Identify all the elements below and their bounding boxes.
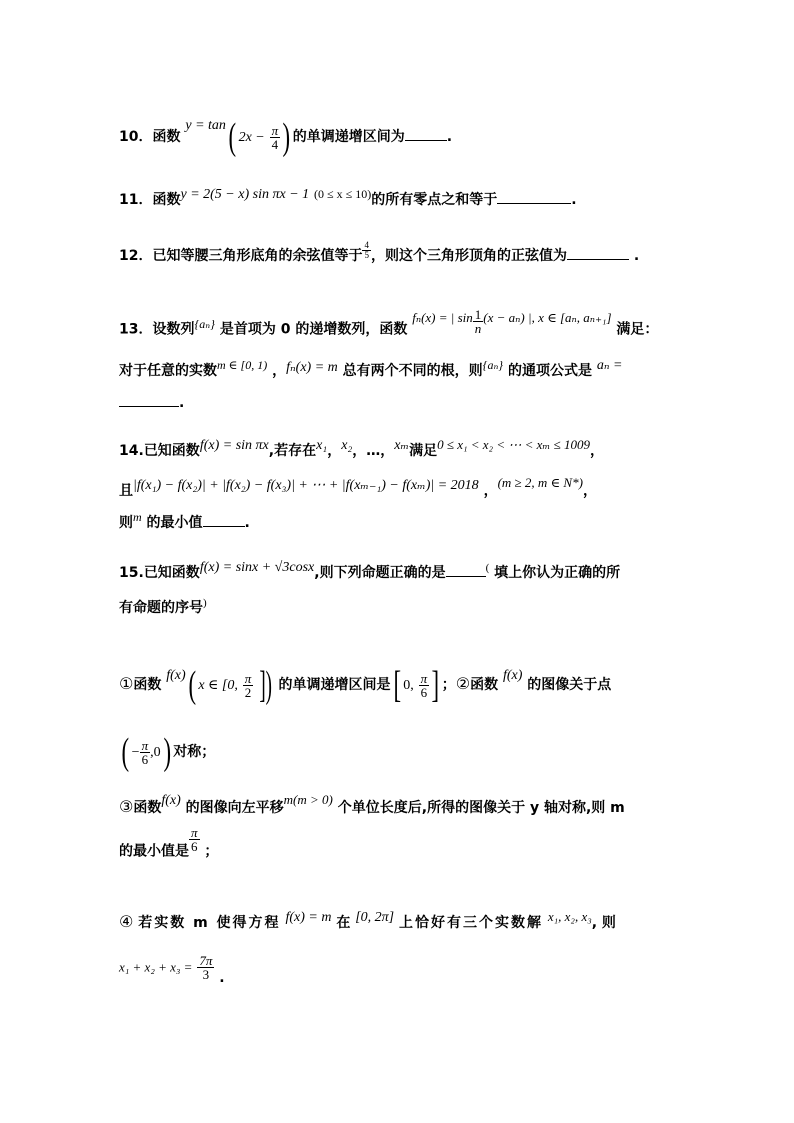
formula: fₙ(x) = m [286, 360, 338, 375]
formula: aₙ = [596, 358, 623, 373]
option-4: ④ 若实数 m 使得方程 f(x) = m 在 [0, 2π] 上恰好有三个实数解 x₁, x₂, x₃, 则 [119, 909, 616, 931]
option-4-line-2: x₁ + x₂ + x₃ = $\frac{7\pi}{3}$ . [119, 953, 225, 986]
question-12: 12．已知等腰三角形底角的余弦值等于 $\frac{4}{5}$ ，则这个三角形顶角的正弦值为 . [119, 239, 640, 264]
formula: 0 ≤ x₁ < x₂ < ⋯ < xₘ ≤ 1009 [437, 437, 591, 452]
option-1: ①函数 f(x)( x ∈ [0, $\frac{\pi}{2}$ ]) 的单调递增区间是[ 0, $\frac{\pi}{6}$ ] ；②函数 f(x) 的图像关于点 [119, 664, 612, 706]
question-text: 的所有零点之和等于 [371, 192, 498, 208]
formula: f(x) = sin πx [199, 438, 269, 453]
formula: f(x) [502, 668, 523, 683]
question-text: 函数 [152, 129, 181, 145]
formula: 2x − [238, 130, 265, 145]
option-text: 在 [336, 915, 351, 931]
sequence-symbol: {aₙ} [482, 358, 504, 372]
question-15-line-2: 有命题的序号) [119, 597, 207, 616]
question-number: 12． [119, 248, 153, 264]
question-text: 已知函数 [143, 565, 200, 581]
option-text: 函数 [470, 677, 499, 693]
question-text: 填上你认为正确的所 [494, 565, 621, 581]
question-text: ,若存在 [268, 443, 317, 459]
question-text: 已知函数 [143, 443, 200, 459]
answer-blank[interactable] [567, 245, 629, 260]
question-number: 14. [119, 443, 144, 459]
option-marker: ② [455, 674, 471, 693]
question-text: 函数 [152, 192, 181, 208]
question-text: 的最小值 [146, 515, 203, 531]
answer-blank[interactable] [497, 189, 571, 204]
question-number: 11． [119, 192, 153, 208]
option-text: 函数 [133, 677, 162, 693]
fraction: $\frac{\pi}{2}$ [244, 670, 252, 700]
question-text: 的通项公式是 [507, 363, 592, 379]
question-number: 10． [119, 129, 153, 145]
question-text: 满足： [616, 321, 659, 338]
question-15: 15.已知函数f(x) = sinx + √3cosx,则下列命题正确的是 ( 填上你认为正确的所 [119, 560, 621, 581]
fraction: $\frac{\pi}{6}$ [191, 825, 198, 854]
option-text: 上恰好有三个实数解 [398, 915, 543, 931]
fraction: $\frac{4}{5}$ [364, 239, 369, 260]
answer-blank[interactable] [119, 392, 179, 407]
option-marker: ① [119, 674, 134, 693]
formula: (x − aₙ) |, x ∈ [aₙ, aₙ₊₁] [483, 309, 612, 325]
fraction: $\frac{\pi}{6}$ [141, 737, 149, 767]
option-2-line-2: ( − $\frac{\pi}{6}$ ,0) 对称； [121, 731, 216, 773]
condition: (m ≥ 2, m ∈ N*) [497, 475, 583, 490]
formula: m(m > 0) [283, 792, 333, 807]
formula: x₁, x₂, x₃ [547, 909, 592, 924]
question-14-line-2: 且|f(x₁) − f(x₂)| + |f(x₂) − f(x₃)| + ⋯ + |f(xₘ₋₁) − f(xₘ)| = 2018 ，(m ≥ 2, m ∈ N*)， [119, 475, 597, 499]
answer-blank[interactable] [446, 562, 486, 577]
option-text: 函数 [133, 800, 162, 816]
formula: y = tan [185, 118, 226, 133]
question-13-line-3: . [119, 392, 184, 411]
sequence-symbol: {aₙ} [194, 316, 215, 331]
option-text: 的图像关于点 [527, 677, 612, 693]
formula: f(x) = sinx + √3cosx [199, 560, 315, 575]
question-number: 15. [119, 565, 144, 581]
formula: fₙ(x) = | sin [412, 309, 473, 325]
question-13-line-2: 对于任意的实数m ∈ [0, 1) ，fₙ(x) = m 总有两个不同的根，则{aₙ} 的通项公式是 aₙ = [119, 358, 623, 379]
option-3 [119, 792, 625, 817]
option-text: 的最小值是 [119, 843, 189, 860]
question-text: 是首项为 0 的递增数列，函数 [219, 321, 408, 338]
question-text: 有命题的序号 [119, 600, 203, 616]
question-11: 11．函数y = 2(5 − x) sin πx − 1 (0 ≤ x ≤ 10)的所有零点之和等于 . [119, 187, 577, 208]
question-text: 设数列 [152, 321, 195, 338]
option-text: 的图像向左平移 [185, 800, 284, 816]
formula: x₁ + x₂ + x₃ = [119, 959, 193, 975]
option-marker: ③ [119, 797, 134, 816]
question-text: 满足 [409, 443, 438, 459]
question-14: 14.已知函数f(x) = sin πx,若存在x₁，x₂，…，xₘ满足0 ≤ x₁ < x₂ < ⋯ < xₘ ≤ 1009， [119, 437, 605, 459]
option-marker: ④ [119, 912, 134, 931]
formula: m ∈ [0, 1) [217, 358, 268, 372]
fraction: $\frac{\pi}{4}$ [271, 122, 279, 152]
question-text: 已知等腰三角形底角的余弦值等于 [152, 248, 363, 264]
formula: f(x) [161, 793, 181, 808]
fraction: $\frac{\pi}{6}$ [420, 670, 428, 700]
question-text: 则 [119, 515, 133, 531]
formula: f(x) = m [285, 910, 332, 925]
formula: [0, 2π] [355, 910, 395, 925]
option-3-line-2: 的最小值是 $\frac{\pi}{6}$ ； [119, 825, 219, 860]
option-text: 若实数 m 使得方程 [138, 915, 281, 931]
formula: y = 2(5 − x) sin πx − 1 [180, 187, 310, 202]
question-13 [119, 307, 659, 343]
question-text: 总有两个不同的根，则 [342, 363, 483, 379]
answer-blank[interactable] [405, 126, 447, 141]
question-10: 10．函数 y = tan( 2x − $\frac{\pi}{4}$ ) 的单调递增区间为 . [119, 116, 453, 158]
question-number: 13． [119, 321, 153, 338]
formula: x ∈ [0, [198, 678, 238, 693]
question-text: ，则这个三角形顶角的正弦值为 [370, 248, 567, 264]
formula: |f(x₁) − f(x₂)| + |f(x₂) − f(x₃)| + ⋯ + |f(xₘ₋₁) − f(xₘ)| = 2018 [133, 478, 479, 493]
answer-blank[interactable] [203, 512, 245, 527]
fraction: $\frac{1}{n}$ [474, 307, 482, 336]
option-text: 对称； [173, 744, 216, 760]
option-text: 的单调递增区间是 [278, 677, 391, 693]
fraction: $\frac{7\pi}{3}$ [199, 953, 213, 982]
condition: (0 ≤ x ≤ 10) [314, 187, 372, 201]
question-text: 的单调递增区间为 [292, 129, 405, 145]
option-text: 个单位长度后,所得的图像关于 y 轴对称,则 m [337, 800, 625, 816]
question-text: ,则下列命题正确的是 [314, 565, 446, 581]
formula: f(x) [166, 668, 186, 683]
question-14-line-3: 则m 的最小值 . [119, 510, 250, 531]
question-text: 对于任意的实数 [119, 363, 217, 379]
question-text: 且 [119, 483, 133, 499]
